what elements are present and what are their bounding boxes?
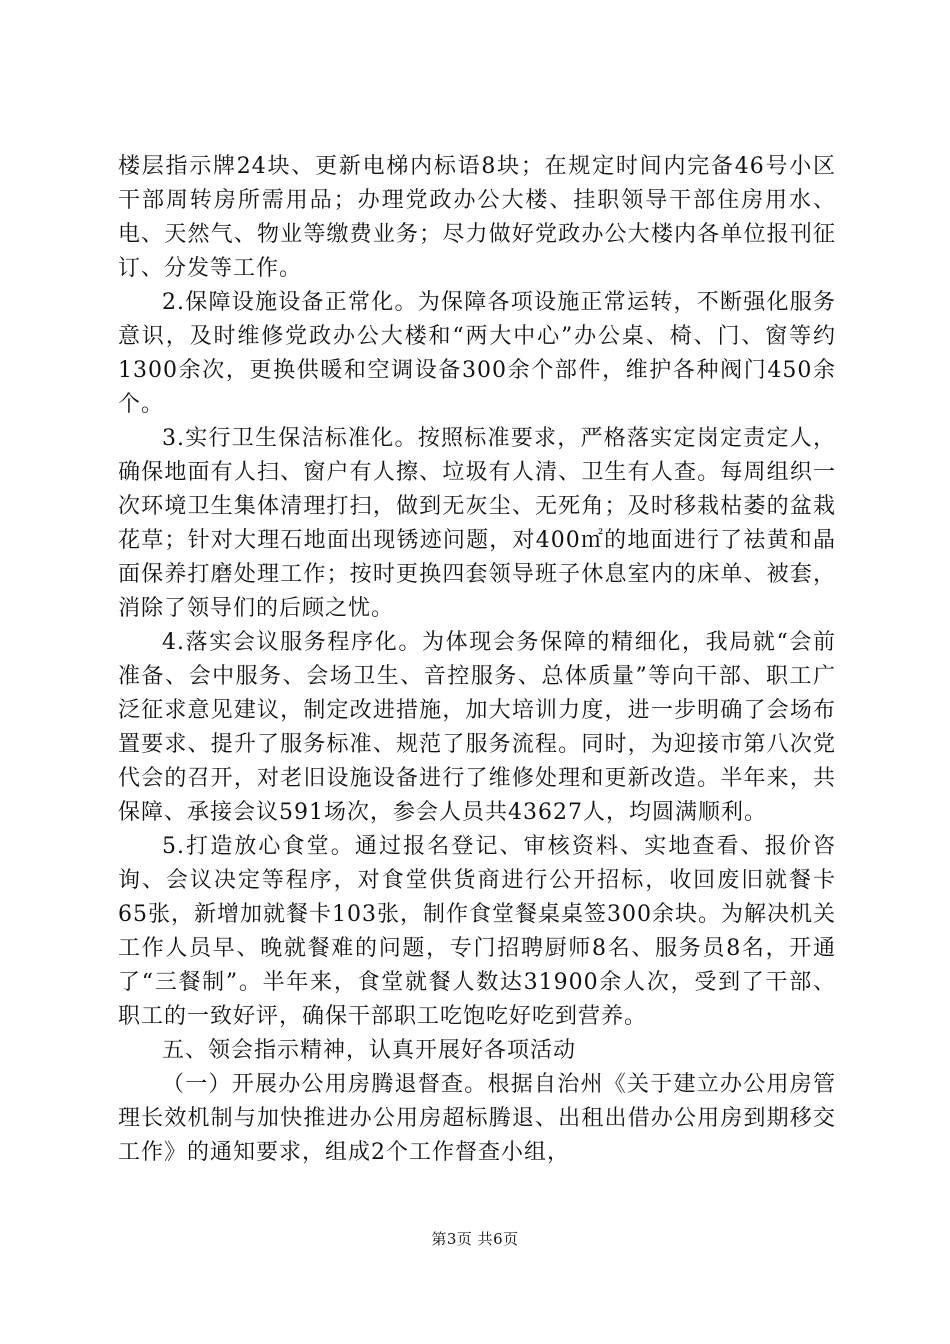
paragraph-canteen: 5.打造放心食堂。通过报名登记、审核资料、实地查看、报价咨询、会议决定等程序，对食堂供货商进行公开招标，收回废旧就餐卡65张，新增加就餐卡103张，制作食堂餐桌桌签300余块。为解决机关工作人员早、晚就餐难的问题，专门招聘厨师8名、服务员8名，开通了“三餐制”。半年来，食堂就餐人数达31900余人次，受到了干部、职工的一致好评，确保干部职工吃饱吃好吃到营养。 bbox=[118, 834, 836, 1029]
paragraph-continuation: 楼层指示牌24块、更新电梯内标语8块；在规定时间内完备46号小区干部周转房所需用品；办理党政办公大楼、挂职领导干部住房用水、电、天然气、物业等缴费业务；尽力做好党政办公大楼内各单位报刊征订、分发等工作。 bbox=[118, 154, 836, 281]
section-heading-five: 五、领会指示精神，认真开展好各项活动 bbox=[162, 1038, 577, 1063]
paragraph-meeting-service: 4.落实会议服务程序化。为体现会务保障的精细化，我局就“会前准备、会中服务、会场卫生、音控服务、总体质量”等向干部、职工广泛征求意见建议，制定改进措施，加大培训力度，进一步明确了会场布置要求、提升了服务标准、规范了服务流程。同时，为迎接市第八次党代会的召开，对老旧设施设备进行了维修处理和更新改造。半年来，共保障、承接会议591场次，参会人员共43627人，均圆满顺利。 bbox=[118, 630, 836, 825]
document-body bbox=[118, 150, 836, 1170]
paragraph-facility-maintenance: 2.保障设施设备正常化。为保障各项设施正常运转，不断强化服务意识，及时维修党政办公大楼和“两大中心”办公桌、椅、门、窗等约1300余次，更换供暖和空调设备300余个部件，维护各种阀门450余个。 bbox=[118, 290, 836, 417]
paragraph-cleaning-standard: 3.实行卫生保洁标准化。按照标准要求，严格落实定岗定责定人，确保地面有人扫、窗户有人擦、垃圾有人清、卫生有人查。每周组织一次环境卫生集体清理打扫，做到无灰尘、无死角；及时移栽枯萎的盆栽花草；针对大理石地面出现锈迹问题，对400㎡的地面进行了祛黄和晶面保养打磨处理工作；按时更换四套领导班子休息室内的床单、被套，消除了领导们的后顾之忧。 bbox=[118, 426, 836, 621]
paragraph-office-space-inspection: （一）开展办公用房腾退督查。根据自治州《关于建立办公用房管理长效机制与加快推进办公用房超标腾退、出租出借办公用房到期移交工作》的通知要求，组成2个工作督查小组， bbox=[118, 1072, 836, 1165]
page-footer: 第3页 共6页 bbox=[431, 1230, 519, 1248]
